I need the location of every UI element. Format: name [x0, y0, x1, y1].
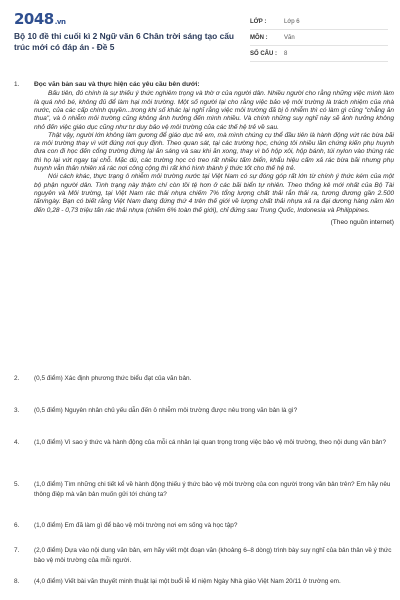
meta-row-class [250, 14, 388, 30]
question-2 [14, 374, 394, 384]
question-number: 5. [14, 481, 20, 488]
header [0, 0, 400, 62]
logo-text: 2048 [14, 10, 54, 28]
question-text: (1,0 điểm) Tìm những chi tiết kể về hành động thiếu ý thức bảo vệ môi trường của con người trong văn bản trên? Em hãy nêu thông điệp mà văn bản muốn gửi tới chúng ta? [34, 481, 391, 499]
passage-source: (Theo nguồn internet) [330, 218, 394, 226]
question-8 [14, 577, 394, 587]
question-number: 7. [14, 547, 20, 554]
question-text: (1,0 điểm) Em đã làm gì để bảo vệ môi trường nơi em sống và học tập? [34, 522, 238, 529]
site-logo[interactable] [14, 10, 65, 28]
meta-row-subject [250, 30, 388, 46]
meta-value: Lớp 6 [284, 18, 300, 25]
question-number: 8. [14, 578, 20, 585]
meta-key: MÔN : [250, 34, 268, 41]
document-title: Bộ 10 đề thi cuối kì 2 Ngữ văn 6 Chân trời sáng tạo cấu trúc mới có đáp án - Đề 5 [14, 31, 235, 52]
question-heading: Đọc văn bản sau và thực hiện các yêu cầu bên dưới: [34, 81, 200, 88]
meta-key: SỐ CÂU : [250, 50, 277, 57]
meta-table [250, 14, 388, 62]
meta-value: 8 [284, 50, 288, 57]
question-4 [14, 438, 394, 448]
question-number: 3. [14, 407, 20, 414]
question-7 [14, 546, 394, 567]
question-number: 1. [14, 81, 20, 88]
question-text: (2,0 điểm) Dựa vào nội dung văn bản, em hãy viết một đoạn văn (khoảng 6–8 dòng) trình bày suy nghĩ của bản thân về ý thức bảo vệ môi trường của mỗi người. [34, 547, 392, 565]
meta-row-count [250, 46, 388, 62]
question-number: 6. [14, 522, 20, 529]
question-3 [14, 406, 394, 416]
question-text: (1,0 điểm) Vì sao ý thức và hành động của mỗi cá nhân lại quan trọng trong việc bảo vệ môi trường, theo nội dung văn bản? [34, 439, 387, 446]
meta-value: Văn [284, 34, 295, 41]
question-6 [14, 521, 394, 531]
question-number: 2. [14, 375, 20, 382]
passage-paragraph: Bấu tiên, đó chính là sự thiếu ý thức nghiêm trọng và thờ ơ của người dân. Nhiều người cho rằng những việc mình làm là quá nhỏ bé, không đủ để làm hại môi trường. Một số người lại cho rằng việc bảo vệ môi trường là trách nhiệm của nhà nước, của các cấp chính quyền...trong khi số khác lại nghĩ rằng việc môi trường đã bị ô nhiễm thì có làm gì cũng "chẳng ăn thua", và ô nhiễm môi trường cũng không ảnh hưởng đến mình nhiều. Và chính những suy nghĩ này sẽ ảnh hưởng không nhỏ đến việc giáo dục cũng như tư duy bảo vệ môi trường của các thế hệ trẻ về sau. [34, 90, 394, 131]
logo-suffix: .vn [54, 18, 66, 26]
question-text: (0,5 điểm) Nguyên nhân chủ yếu dẫn đến ô nhiễm môi trường được nêu trong văn bản là gì? [34, 407, 298, 414]
question-1 [14, 80, 394, 228]
question-number: 4. [14, 439, 20, 446]
passage-paragraph: Nói cách khác, thực trạng ô nhiễm môi trường nước tại Việt Nam có sự đóng góp rất lớn từ chính ý thức kém của một bộ phận người dân. Tình trạng này thậm chí còn tồi tệ hơn ở các bãi biển tự nhiên. Theo thống kê mới nhất của Bộ Tài nguyên và Môi trường, tại Việt Nam rác thải nhựa chiếm 7% tổng lượng chất thải rắn thải ra, tương đương gần 2.500 tấn/ngày. Bạn có biết rằng Việt Nam đang đứng thứ 4 trên thế giới về lượng chất thải nhựa xả ra đại dương hàng năm lên đến 0,28 - 0,73 triệu tấn rác thải nhựa (chiếm 6% toàn thế giới), chỉ đứng sau Trung Quốc, Indonesia và Philippines. [34, 173, 394, 214]
question-5 [14, 480, 394, 501]
meta-key: LỚP : [250, 18, 267, 25]
question-text: (4,0 điểm) Viết bài văn thuyết minh thuật lại một buổi lễ kỉ niệm Ngày Nhà giáo Việt Nam 20/11 ở trường em. [34, 578, 341, 585]
question-text: (0,5 điểm) Xác định phương thức biểu đạt của văn bản. [34, 375, 192, 382]
passage-paragraph: Thật vậy, người lớn không làm gương để giáo dục trẻ em, mà mình chúng cụ thể đầu tiên là hành động vứt rác bừa bãi ra môi trường thay vì vứt đúng nơi quy định. Theo quan sát, tại các trường học, chúng tôi nhiều lần chứng kiến phụ huynh đưa con đi học đến cổng trường đứng lại ăn sáng và sau khi ăn xong, thay vì bỏ hộp xôi, hộp bánh, túi nylon vào thùng rác thì họ lại vứt ngay tại chỗ. Mặc dù, các trường học có treo rất nhiều tấm biển, khẩu hiệu cấm xả rác bừa bãi nhưng phụ huynh vẫn thản nhiên xả rác nơi công cộng thì rất khó hình thành ý thức tốt cho thế hệ trẻ. [34, 131, 394, 173]
question-body [34, 80, 394, 228]
